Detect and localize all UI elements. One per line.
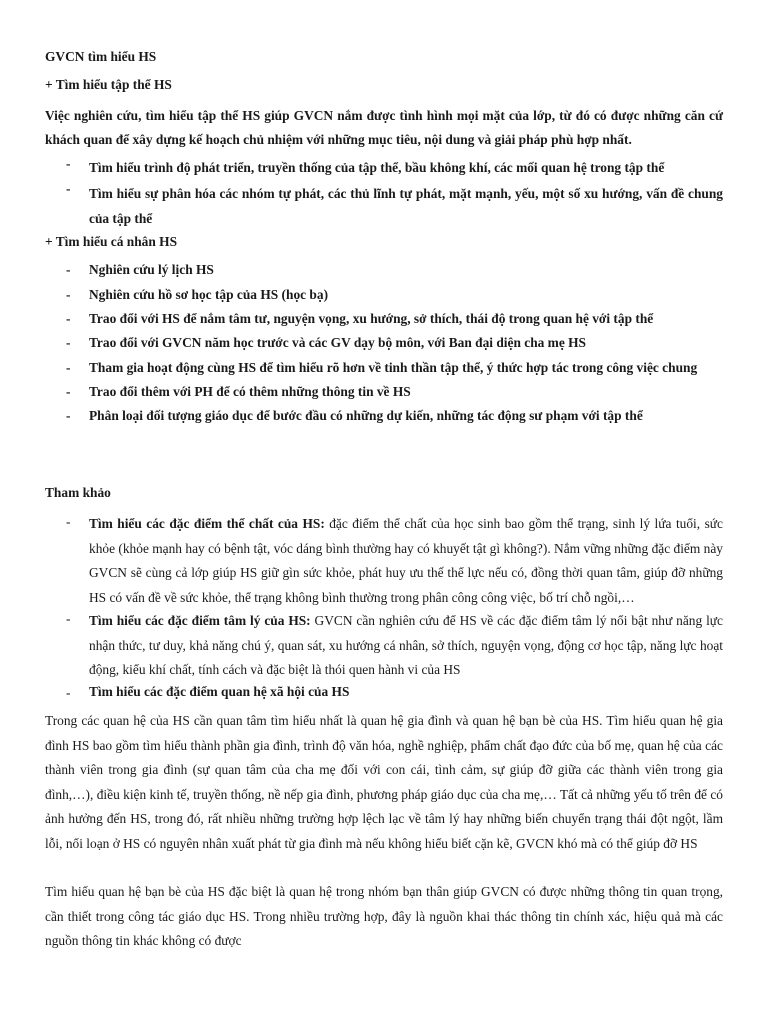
bullet-dash: - — [66, 384, 71, 399]
list-item-text: Tìm hiểu sự phân hóa các nhóm tự phát, các thủ lĩnh tự phát, mặt mạnh, yếu, một số xu hướng, vấn đề chung của tập thể — [89, 186, 723, 226]
subheading-group: + Tìm hiểu tập thể HS — [45, 77, 172, 92]
intro-paragraph: Việc nghiên cứu, tìm hiểu tập thể HS giúp GVCN nắm được tình hình mọi mặt của lớp, từ đó có được những căn cứ khách quan để xây dựng kế hoạch chủ nhiệm với những mục tiêu, nội dung và giải pháp phù hợp nhất. — [45, 108, 723, 147]
list-item-text: Tìm hiểu trình độ phát triển, truyền thống của tập thể, bầu không khí, các mối quan hệ trong tập thể — [89, 160, 665, 175]
list-item-text: Nghiên cứu lý lịch HS — [89, 262, 214, 277]
list-item-text — [89, 512, 723, 610]
list-item-text: Phân loại đối tượng giáo dục để bước đầu có những dự kiến, những tác động sư phạm với tập thể — [89, 408, 643, 423]
bullet-dash: - — [66, 156, 71, 171]
list-item-text: Trao đổi với HS để nắm tâm tư, nguyện vọng, xu hướng, sở thích, thái độ trong quan hệ với tập thể — [89, 311, 654, 326]
bullet-dash: - — [66, 287, 71, 302]
item-title: Tìm hiểu các đặc điểm quan hệ xã hội của HS — [89, 684, 350, 699]
item-body: GVCN cần nghiên cứu để HS về các đặc điểm tâm lý nổi bật như năng lực nhận thức, tư duy, khả năng chú ý, quan sát, xu hướng cá nhân, sở thích, nguyện vọng, động cơ học tập, năng lực hoạt động, kiểu khí chất, tính cách và đặc biệt là thói quen hành vi của HS — [89, 613, 723, 677]
bullet-dash: - — [66, 685, 71, 700]
list-item-text — [89, 684, 723, 700]
bullet-dash: - — [66, 611, 71, 626]
family-relations-paragraph: Trong các quan hệ của HS cần quan tâm tìm hiểu nhất là quan hệ gia đình và quan hệ bạn bè của HS. Tìm hiểu quan hệ gia đình HS bao gồm tìm hiểu thành phần gia đình, trình độ văn hóa, nghề nghiệp, phẩm chất đạo đức của bố mẹ, quan hệ của các thành viên trong gia đình (sự quan tâm của cha mẹ đối với con cái, tình cảm, sự giúp đỡ giữa các thành viên trong gia đình,…), điều kiện kinh tế, truyền thống, nề nếp gia đình, phương pháp giáo dục của cha mẹ,… Tất cả những yếu tố trên để có ảnh hưởng đến HS, trong đó, rất nhiều những trường hợp lệch lạc về tâm lý hay những biến chuyển trạng thái đột ngột, lầm lỗi, nổi loạn ở HS có nguyên nhân xuất phát từ gia đình mà nếu không hiểu biết cặn kẽ, GVCN khó mà có thể giúp đỡ HS — [45, 713, 723, 851]
list-item-text: Trao đổi thêm với PH để có thêm những thông tin về HS — [89, 384, 411, 399]
list-item-text: Nghiên cứu hồ sơ học tập của HS (học bạ) — [89, 287, 329, 302]
list-item-text: Trao đổi với GVCN năm học trước và các GV dạy bộ môn, với Ban đại diện cha mẹ HS — [89, 335, 586, 350]
subheading-individual: + Tìm hiểu cá nhân HS — [45, 234, 178, 249]
bullet-dash: - — [66, 408, 71, 423]
section-heading: GVCN tìm hiểu HS — [45, 49, 157, 64]
bullet-dash: - — [66, 311, 71, 326]
bullet-dash: - — [66, 360, 71, 375]
bullet-dash: - — [66, 514, 71, 529]
list-item-text — [89, 609, 723, 683]
section-heading: Tham khảo — [45, 485, 111, 500]
list-item-text: Tham gia hoạt động cùng HS để tìm hiểu rõ hơn về tinh thần tập thể, ý thức hợp tác trong công việc chung — [89, 360, 698, 375]
item-title: Tìm hiểu các đặc điểm tâm lý của HS: — [89, 613, 311, 628]
bullet-dash: - — [66, 335, 71, 350]
bullet-dash: - — [66, 262, 71, 277]
bullet-dash: - — [66, 181, 71, 196]
item-title: Tìm hiểu các đặc điểm thể chất của HS: — [89, 516, 325, 531]
friend-relations-paragraph: Tìm hiểu quan hệ bạn bè của HS đặc biệt là quan hệ trong nhóm bạn thân giúp GVCN có được những thông tin quan trọng, cần thiết trong công tác giáo dục HS. Trong nhiều trường hợp, đây là nguồn khai thác thông tin chính xác, hiệu quả mà các nguồn thông tin khác không có được — [45, 884, 723, 948]
item-body: đặc điểm thể chất của học sinh bao gồm thể trạng, sinh lý lứa tuổi, sức khỏe (khỏe mạnh hay có bệnh tật, vóc dáng bình thường hay có khuyết tật gì không?). Nắm vững những đặc điểm này GVCN sẽ cùng cả lớp giúp HS giữ gìn sức khỏe, phát huy ưu thế thể lực nếu có, đồng thời quan tâm, giúp đỡ những HS có vấn đề về sức khỏe, thể trạng không bình thường trong phân công công việc, bố trí chỗ ngồi,… — [89, 516, 723, 605]
